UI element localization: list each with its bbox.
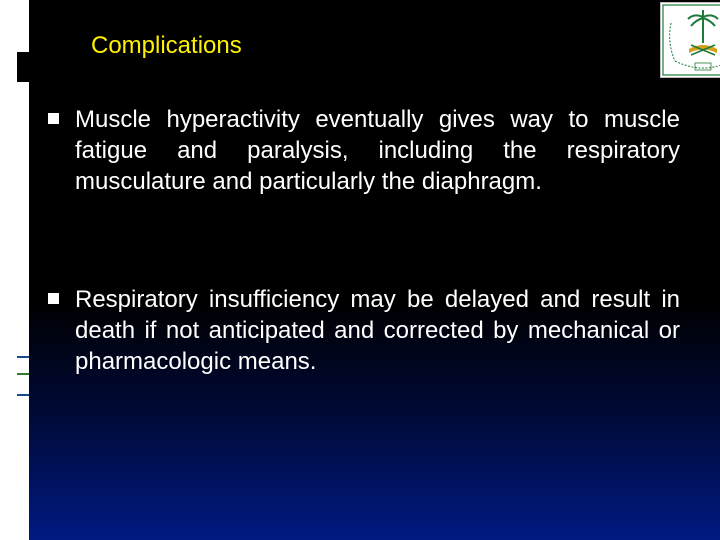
left-accent-line-blue <box>17 356 29 358</box>
bullet-item <box>75 284 680 377</box>
king-saud-university-seal-icon <box>661 3 720 77</box>
left-margin-accent <box>17 52 29 82</box>
left-accent-line-green <box>17 373 29 375</box>
left-accent-line-blue-2 <box>17 394 29 396</box>
square-bullet-icon <box>48 113 59 124</box>
slide <box>29 0 720 540</box>
slide-title: Complications <box>91 32 242 59</box>
square-bullet-icon <box>48 293 59 304</box>
bullet-text: Respiratory insufficiency may be delayed and result in death if not anticipated and corrected by mechanical or pharmacologic means. <box>75 286 680 375</box>
bullet-text: Muscle hyperactivity eventually gives way to muscle fatigue and paralysis, including the respiratory musculature and particularly the diaphragm. <box>75 106 680 195</box>
university-logo <box>660 2 720 78</box>
bullet-item <box>75 104 680 197</box>
